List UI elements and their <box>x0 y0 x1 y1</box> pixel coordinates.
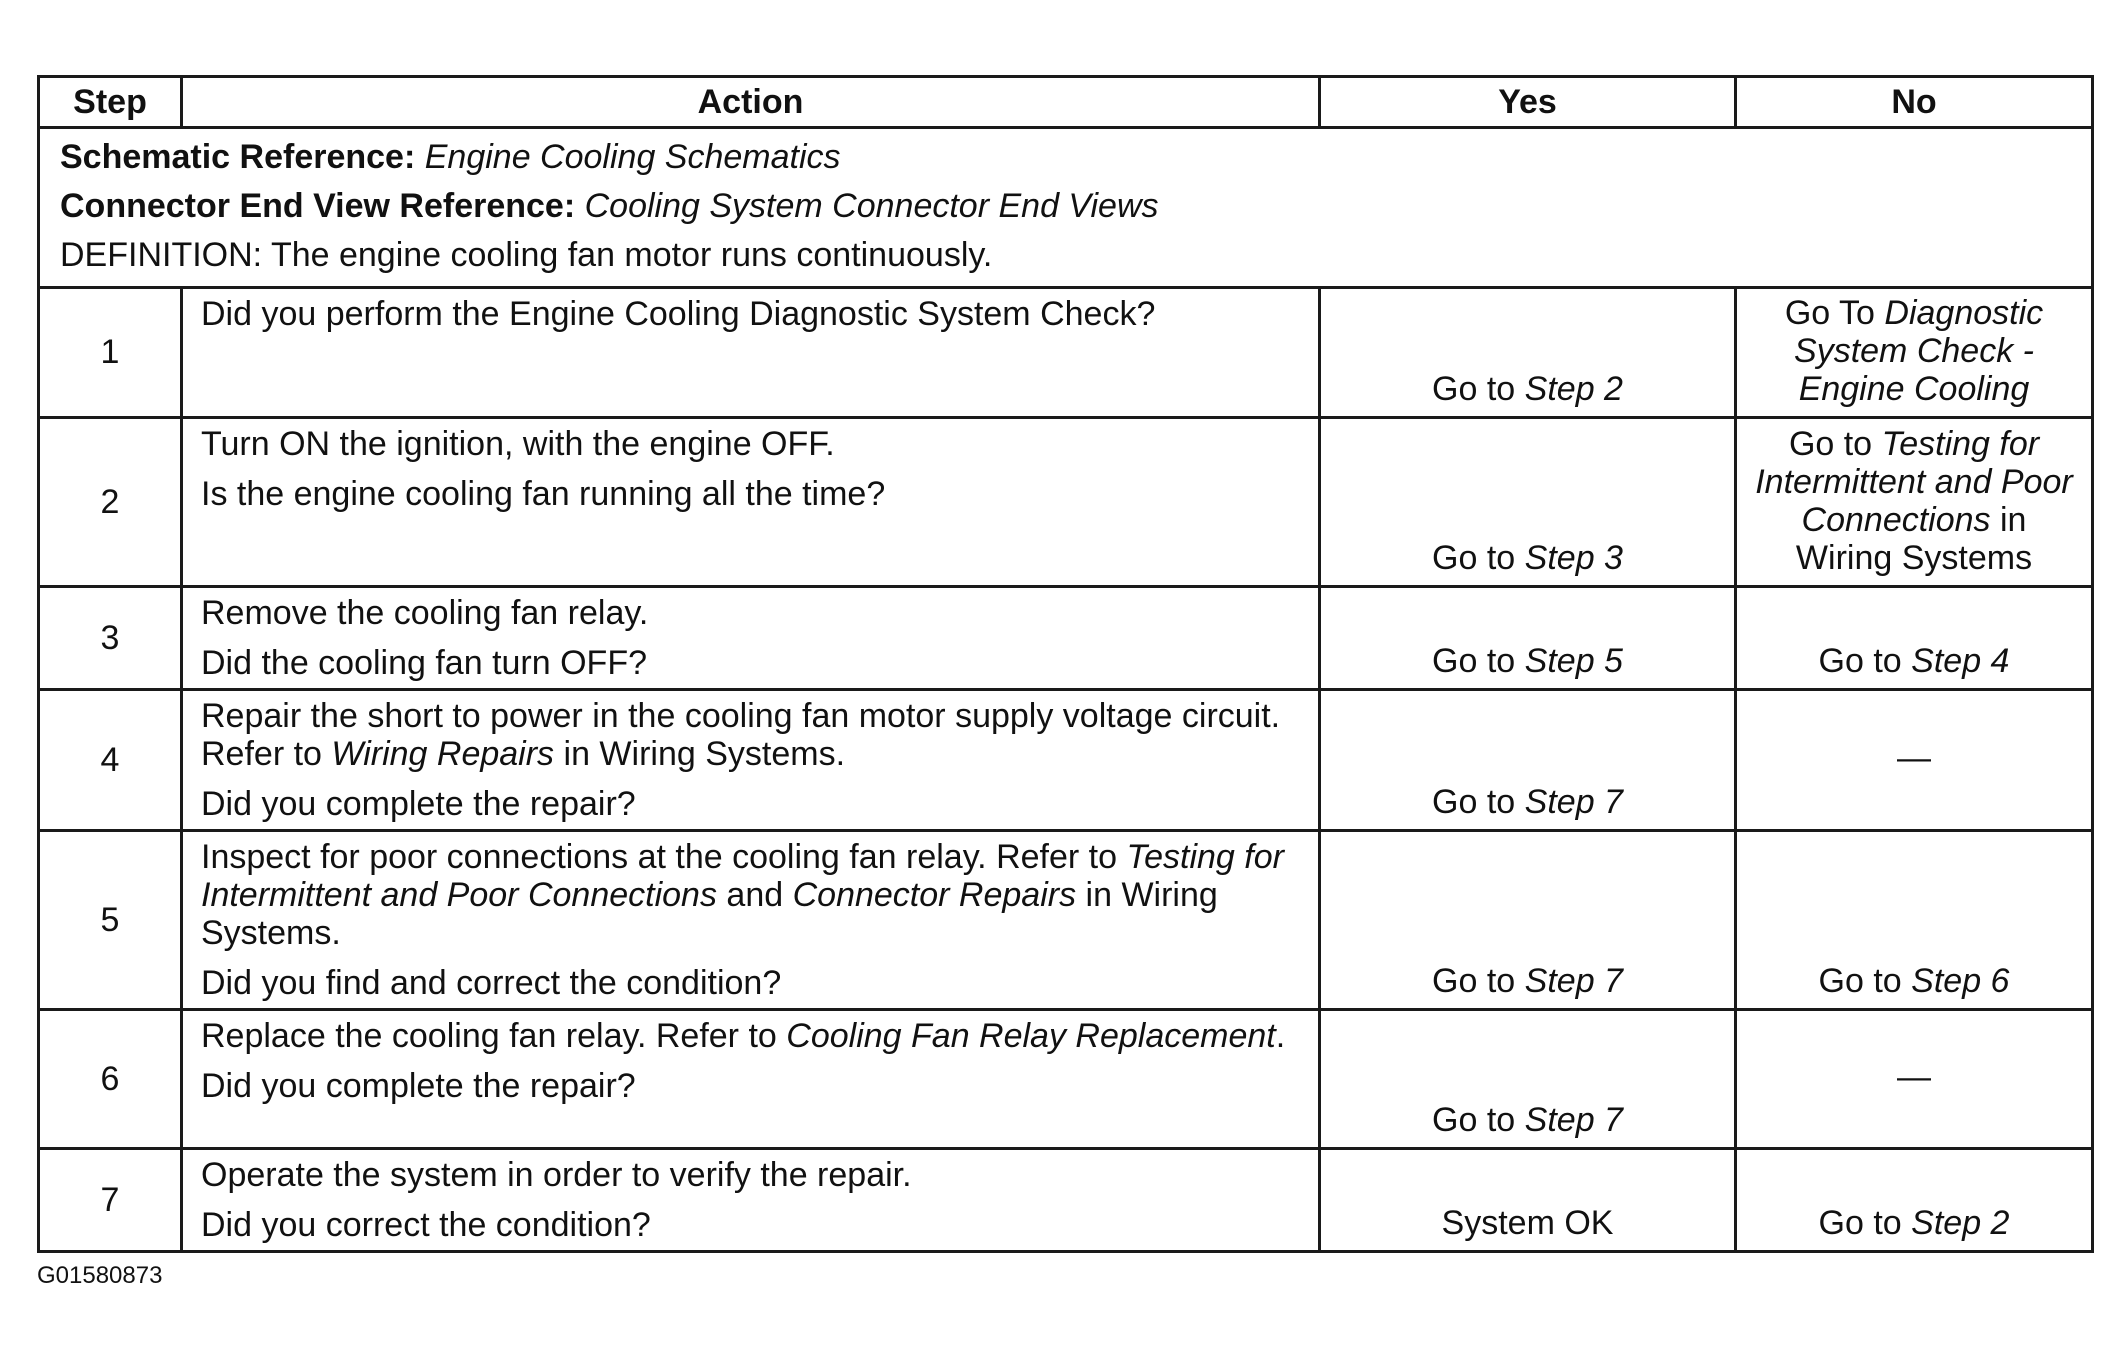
action-cell <box>182 1010 1320 1149</box>
yes-prefix: Go to <box>1432 1101 1516 1139</box>
no-cell <box>1736 587 2093 690</box>
header-yes: Yes <box>1320 77 1736 128</box>
action-question: Did you complete the repair? <box>201 1067 636 1105</box>
no-cell: — <box>1736 1010 2093 1149</box>
connector-reference-link[interactable]: Cooling System Connector End Views <box>584 187 1159 225</box>
schematic-reference-label: Schematic Reference: <box>60 138 416 176</box>
no-step-link[interactable]: Step 6 <box>1911 962 2010 1000</box>
header-step: Step <box>39 77 182 128</box>
yes-step-link[interactable]: Step 7 <box>1524 1101 1623 1139</box>
action-question: Did you correct the condition? <box>201 1206 651 1244</box>
action-text: Repair the short to power in the cooling fan motor supply voltage circuit. Refer to <box>201 697 1281 773</box>
reference-cell <box>39 128 2093 288</box>
action-text-and: and <box>726 876 784 914</box>
table-row <box>39 1010 2093 1149</box>
connector-reference-label: Connector End View Reference: <box>60 187 576 225</box>
yes-prefix: Go to <box>1432 783 1516 821</box>
action-question: Is the engine cooling fan running all the time? <box>201 475 886 513</box>
action-cell <box>182 418 1320 587</box>
step-number: 1 <box>39 288 182 418</box>
action-cell <box>182 831 1320 1010</box>
action-instruction <box>201 838 1300 952</box>
step-number: 5 <box>39 831 182 1010</box>
yes-prefix: Go to <box>1432 962 1516 1000</box>
action-instruction: Turn ON the ignition, with the engine OFF. <box>201 425 835 463</box>
yes-prefix: Go to <box>1432 539 1516 577</box>
no-prefix: Go to <box>1788 425 1873 463</box>
step-number: 7 <box>39 1149 182 1252</box>
no-step-link[interactable]: Step 2 <box>1911 1204 2010 1242</box>
table-row <box>39 690 2093 831</box>
table-row <box>39 418 2093 587</box>
yes-cell <box>1320 418 1736 587</box>
no-cell <box>1736 1149 2093 1252</box>
action-text-tail: in Wiring Systems. <box>201 876 1218 952</box>
no-prefix: Go to <box>1818 642 1902 680</box>
schematic-reference-link[interactable]: Engine Cooling Schematics <box>424 138 841 176</box>
action-instruction: Operate the system in order to verify the repair. <box>201 1156 912 1194</box>
action-question: Did you perform the Engine Cooling Diagnostic System Check? <box>201 295 1156 333</box>
action-cell <box>182 288 1320 418</box>
no-cell: — <box>1736 690 2093 831</box>
action-question: Did you find and correct the condition? <box>201 964 782 1002</box>
action-text: Inspect for poor connections at the cooling fan relay. Refer to <box>201 838 1118 876</box>
action-instruction: Remove the cooling fan relay. <box>201 594 649 632</box>
header-action: Action <box>182 77 1320 128</box>
action-instruction <box>201 697 1300 773</box>
no-reference-link[interactable]: Diagnostic System Check - Engine Cooling <box>1794 294 2044 408</box>
yes-cell <box>1320 288 1736 418</box>
action-reference-link[interactable]: Wiring Repairs <box>331 735 555 773</box>
step-number: 2 <box>39 418 182 587</box>
action-reference-link[interactable]: Testing for Intermittent and Poor Connections <box>201 838 1284 914</box>
no-step-link[interactable]: Step 4 <box>1911 642 2010 680</box>
yes-prefix: Go to <box>1432 370 1516 408</box>
yes-step-link[interactable]: Step 7 <box>1524 783 1623 821</box>
step-number: 4 <box>39 690 182 831</box>
yes-step-link[interactable]: Step 2 <box>1524 370 1623 408</box>
header-row <box>39 77 2093 128</box>
action-text: Replace the cooling fan relay. Refer to <box>201 1017 777 1055</box>
yes-prefix: Go to <box>1432 642 1516 680</box>
diagnostic-table <box>37 75 2094 1253</box>
action-text-tail: . <box>1275 1017 1286 1055</box>
definition-text: DEFINITION: The engine cooling fan motor runs continuously. <box>60 236 993 274</box>
step-number: 3 <box>39 587 182 690</box>
no-reference-link[interactable]: Testing for Intermittent and Poor Connections <box>1755 425 2073 539</box>
yes-cell: System OK <box>1320 1149 1736 1252</box>
table-row <box>39 288 2093 418</box>
header-no: No <box>1736 77 2093 128</box>
action-text-tail: in Wiring Systems. <box>563 735 846 773</box>
yes-cell <box>1320 1010 1736 1149</box>
table-row <box>39 831 2093 1010</box>
no-prefix: Go to <box>1818 1204 1902 1242</box>
yes-cell <box>1320 690 1736 831</box>
table-row <box>39 1149 2093 1252</box>
no-cell <box>1736 288 2093 418</box>
yes-step-link[interactable]: Step 5 <box>1524 642 1623 680</box>
schematic-reference <box>60 133 2071 182</box>
action-instruction <box>201 1017 1300 1055</box>
table-row <box>39 587 2093 690</box>
no-prefix: Go to <box>1818 962 1902 1000</box>
action-cell <box>182 690 1320 831</box>
no-cell <box>1736 831 2093 1010</box>
yes-step-link[interactable]: Step 3 <box>1524 539 1623 577</box>
action-question: Did the cooling fan turn OFF? <box>201 644 648 682</box>
action-reference-link[interactable]: Cooling Fan Relay Replacement <box>786 1017 1276 1055</box>
no-suffix: in Wiring Systems <box>1795 501 2033 577</box>
action-cell <box>182 1149 1320 1252</box>
yes-cell <box>1320 587 1736 690</box>
action-reference-link[interactable]: Connector Repairs <box>792 876 1077 914</box>
action-cell <box>182 587 1320 690</box>
action-question: Did you complete the repair? <box>201 785 636 823</box>
reference-row <box>39 128 2093 288</box>
connector-reference <box>60 182 2071 231</box>
no-prefix: Go To <box>1784 294 1875 332</box>
figure-id: G01580873 <box>37 1262 163 1289</box>
no-cell <box>1736 418 2093 587</box>
yes-cell <box>1320 831 1736 1010</box>
yes-step-link[interactable]: Step 7 <box>1524 962 1623 1000</box>
step-number: 6 <box>39 1010 182 1149</box>
